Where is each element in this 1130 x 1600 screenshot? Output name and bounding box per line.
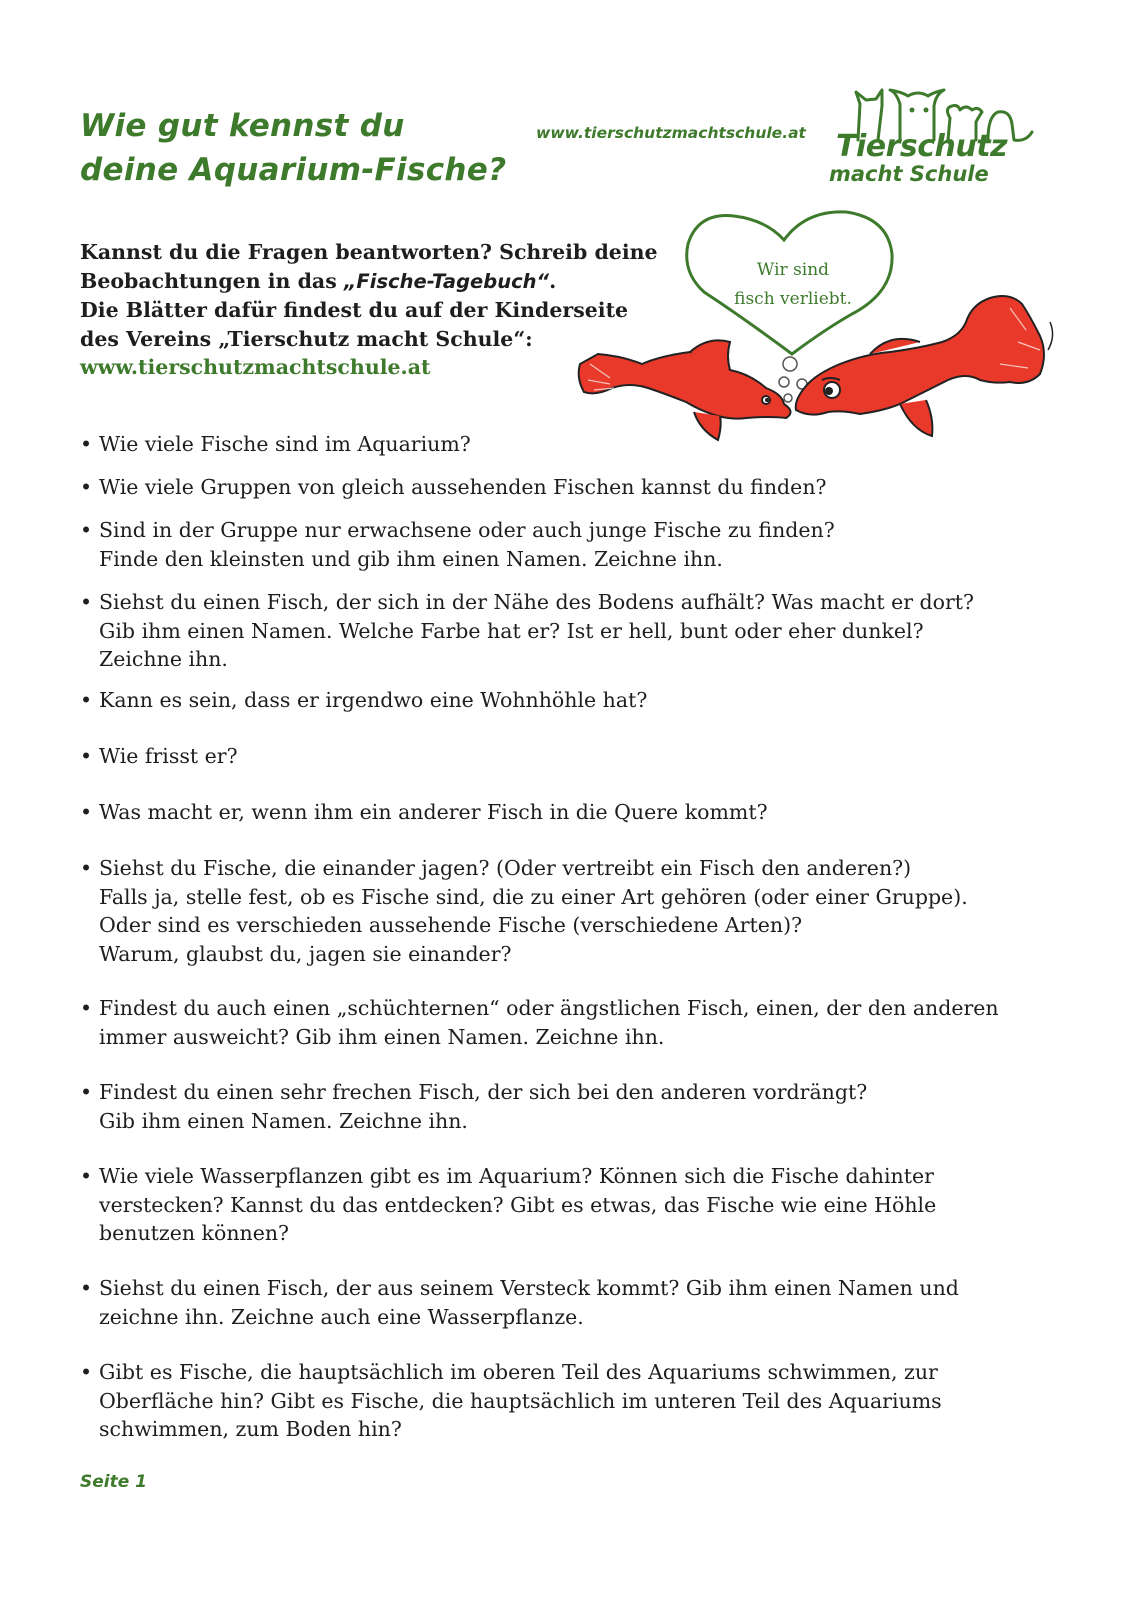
question-line: Oder sind es verschieden aussehende Fische (verschiedene Arten)? (99, 913, 803, 937)
diary-title: „Fische-Tagebuch“ (343, 269, 550, 293)
question-line: • Findest du auch einen „schüchternen“ oder ängstlichen Fisch, einen, der den anderen (99, 996, 999, 1020)
tierschutz-logo (820, 82, 1056, 192)
title-line-1: Wie gut kennst du (80, 108, 405, 144)
list-item (80, 588, 1039, 674)
logo-title: Tierschutz (836, 129, 1008, 164)
question-line: • Was macht er, wenn ihm ein anderer Fisch in die Quere kommt? (99, 800, 768, 824)
question-line: • Kann es sein, dass er irgendwo eine Wohnhöhle hat? (99, 688, 648, 712)
question-line: Gib ihm einen Namen. Welche Farbe hat er? Ist er hell, bunt oder eher dunkel? (99, 618, 924, 643)
thought-bubble-text (728, 256, 858, 314)
list-item (80, 430, 1039, 459)
list-item (80, 473, 1039, 502)
intro-line: des Vereins „Tierschutz macht Schule“: (80, 326, 533, 351)
question-line: • Siehst du Fische, die einander jagen? (Oder vertreibt ein Fisch den anderen?) (99, 856, 912, 880)
title-line-2: deine Aquarium-Fische? (80, 152, 507, 188)
question-line: Oberfläche hin? Gibt es Fische, die hauptsächlich im unteren Teil des Aquariums (99, 1388, 942, 1413)
list-item (80, 1078, 1039, 1135)
list-item (80, 1274, 1039, 1331)
question-line: Gib ihm einen Namen. Zeichne ihn. (99, 1108, 468, 1133)
question-line: immer ausweicht? Gib ihm einen Namen. Zeichne ihn. (99, 1024, 665, 1049)
question-line: benutzen können? (99, 1221, 290, 1245)
list-item (80, 994, 1039, 1051)
list-item (80, 854, 1039, 968)
logo-subtitle: macht Schule (829, 162, 989, 186)
intro-text: Beobachtungen in das (80, 268, 344, 293)
question-line: • Wie frisst er? (99, 744, 238, 768)
question-line: verstecken? Kannst du das entdecken? Gibt es etwas, das Fische wie eine Höhle (99, 1192, 937, 1217)
intro-line: Die Blätter dafür findest du auf der Kinderseite (80, 298, 629, 322)
bubble-line: Wir sind (756, 260, 830, 280)
list-item (80, 798, 1039, 827)
question-line: • Wie viele Gruppen von gleich aussehenden Fischen kannst du finden? (99, 475, 827, 499)
intro-line: Kannst du die Fragen beantworten? Schreib deine (80, 240, 658, 264)
page-number: Seite 1 (80, 1472, 148, 1492)
intro-text: . (549, 268, 557, 293)
intro-link[interactable]: www.tierschutzmachtschule.at (80, 355, 431, 379)
question-line: zeichne ihn. Zeichne auch eine Wasserpflanze. (99, 1304, 584, 1329)
bubble-line: fisch verliebt. (734, 289, 852, 309)
question-line: schwimmen, zum Boden hin? (99, 1417, 402, 1441)
list-item (80, 742, 1039, 771)
question-line: • Gibt es Fische, die hauptsächlich im oberen Teil des Aquariums schwimmen, zur (99, 1360, 938, 1384)
kissing-fish-icon (570, 204, 1060, 464)
question-line: Warum, glaubst du, jagen sie einander? (99, 941, 512, 966)
list-item (80, 1358, 1039, 1444)
question-line: • Findest du einen sehr frechen Fisch, der sich bei den anderen vordrängt? (99, 1080, 868, 1104)
fish-illustration (570, 204, 1060, 464)
question-line: • Wie viele Wasserpflanzen gibt es im Aquarium? Können sich die Fische dahinter (99, 1164, 934, 1188)
list-item (80, 516, 1039, 573)
question-line: Falls ja, stelle fest, ob es Fische sind, die zu einer Art gehören (oder einer Gruppe). (99, 884, 968, 909)
page-title (80, 104, 506, 192)
question-line: • Sind in der Gruppe nur erwachsene oder auch junge Fische zu finden? (99, 518, 835, 542)
question-line: • Siehst du einen Fisch, der sich in der Nähe des Bodens aufhält? Was macht er dort? (99, 590, 975, 614)
question-line: • Siehst du einen Fisch, der aus seinem Versteck kommt? Gib ihm einen Namen und (99, 1276, 959, 1300)
list-item (80, 1162, 1039, 1248)
question-line: Finde den kleinsten und gib ihm einen Namen. Zeichne ihn. (99, 546, 723, 571)
website-url: www.tierschutzmachtschule.at (536, 124, 806, 142)
question-line: Zeichne ihn. (99, 647, 228, 671)
list-item (80, 686, 1039, 715)
question-line: • Wie viele Fische sind im Aquarium? (99, 432, 471, 456)
